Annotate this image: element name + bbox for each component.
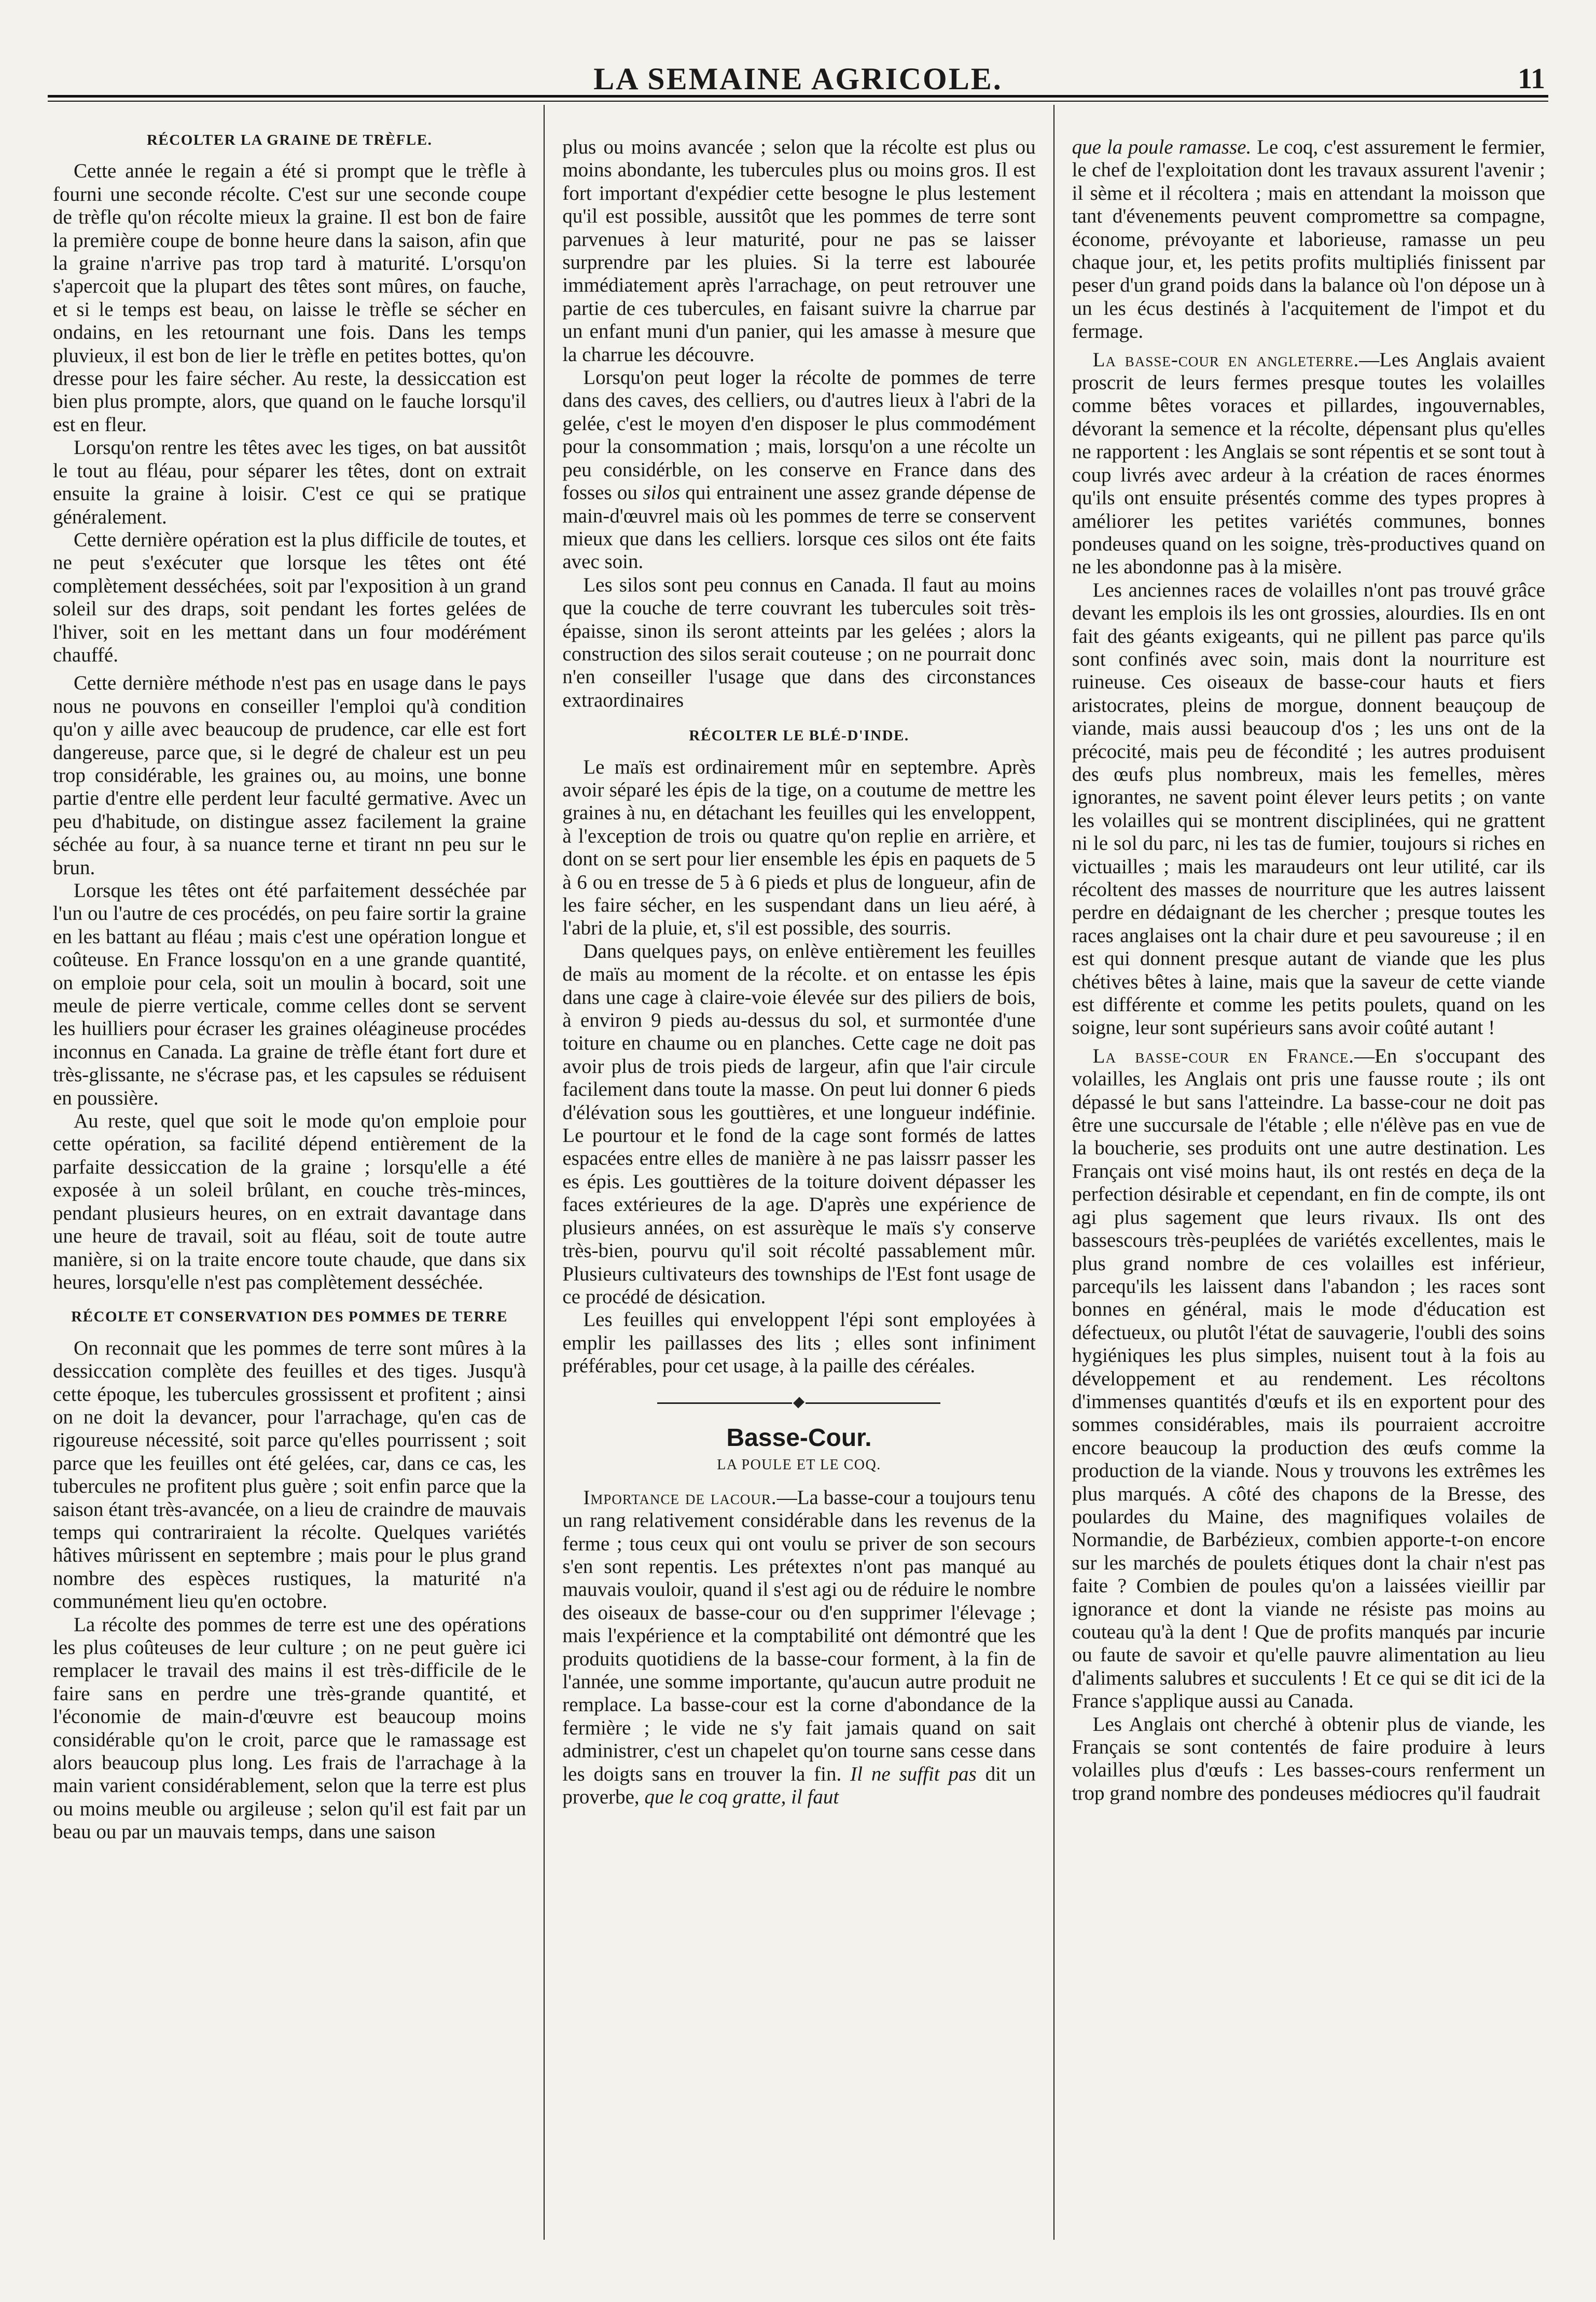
column-3 (1053, 105, 1548, 2240)
text-run: —En s'occupant des volailles, les Anglais ont pris une fausse route ; ils ont dépassé le but sans l'atteindre. La basse-cour ne doit pas être une succursale de l'étable ; elle n'élève pas en vue de la boucherie, ses produits ont une autre destination. Les Français ont visé moins haut, ils ont restés en deça de la perfection désirable et cependant, en fin de compte, ils ont agi plus sagement que leurs rivaux. Ils ont des bassescours très-peuplées de variétés excellentes, mais le plus grand nombre de ces volailles est inférieur, parcequ'ils les laissent dans l'abandon ; les races sont bonnes en général, mais le mode d'éducation est défectueux, ou plutôt l'état de sauvagerie, l'oubli des soins hygiéniques les plus simples, nuisent tout à la fois au développement et au rendement. Les récoltons d'immenses quantités d'œufs et ils en exportent pour des sommes considérables, mais ils pourraient accroitre encore beaucoup la production des œufs comme la production de la viande. Nous y trouvons les extrêmes les plus marqués. A côté des chapons de la Bresse, des poulardes du Maine, des magnifiques volailes de Normandie, de Barbézieux, combien apporte-t-on encore sur les marchés de poulets étiques dont la chair n'est pas faite ? Combien de poules qu'on a laissées vieillir par ignorance et dont la viande ne résiste pas moins au couteau qu'à la dent ! Que de profits manqués par incurie ou faute de savoir et qu'elle pauvre alimentation au lieu d'aliments salubres et succulents ! Et ce qui se dit ici de la France s'applique aussi au Canada. (1072, 1044, 1545, 1713)
text-run: —La basse-cour a toujours tenu un rang relativement considérable dans les revenus de la ferme ; tous ceux qui ont voulu se priver de son secours s'en sont repentis. Les prétextes n'ont pas manqué au mauvais vouloir, quand il s'est agi ou de réduire le nombre des oiseaux de basse-cour ou d'en supprimer l'élevage ; mais l'expérience et la comptabilité ont démontré que les produits quotidiens de la basse-cour forment, à la fin de l'année, une somme importante, qu'aucun autre produit ne remplace. La basse-cour est la corne d'abondance de la fermière ; le vide ne s'y fait jamais quand on sait administrer, c'est un chapelet qu'on tourne sans cesse dans les doigts sans en trouver la fin. (562, 1486, 1036, 1785)
italic-phrase: que le coq gratte, il faut (644, 1786, 839, 1809)
paragraph: Les anciennes races de volailles n'ont pas trouvé grâce devant les emplois ils les ont grossies, alourdies. Ils en ont fait des géants exigeants, qui ne pillent pas parce qu'ils sont confinés avec soin, mais dont la nourriture est ruineuse. Ces oiseaux de basse-cour hauts et fiers aristocrates, pleins de morgue, donnent beauçoup de viande, mais aussi beaucoup d'os ; les uns ont de la précocité, mais peu de fécondité ; les autres produisent des œufs plus nombreux, mais les femelles, mères ignorantes, ne savent point élever leurs petits ; on vante les volailles qui se montrent disciplinées, qui ne grattent ni le sol du parc, ni les tas de fumier, toujours si riches en victuailles ; mais les maraudeurs ont leur utilité, car ils récoltent des masses de nourriture que les autres laissent perdre en dédaignant de les chercher ; presque toutes les races anglaises ont la chair dure et peu savoureuse ; il en est qui donnent presque autant de viande que les plus chétives bêtes à laine, mais que la saveur de cette viande est différente et comme les petits poulets, quand on les soigne, leur sont supérieurs sans avoir coûté autant ! (1072, 578, 1545, 1039)
run-in-heading: La basse-cour en France. (1092, 1044, 1355, 1067)
paragraph: Au reste, quel que soit le mode qu'on emploie pour cette opération, sa facilité dépend entièrement de la parfaite dessiccation de la graine ; lorsqu'elle a été exposée à un soleil brûlant, en couche très-minces, pendant plusieurs heures, on en extrait davantage dans une heure de travail, soit au fléau, soit de toute autre manière, si on la traite encore toute chaude, que dans six heures, lorsqu'elle n'est pas complètement desséchée. (53, 1110, 526, 1293)
column-2 (544, 105, 1053, 2240)
journal-title: LA SEMAINE AGRICOLE. (593, 62, 1003, 96)
paragraph: Les silos sont peu connus en Canada. Il faut au moins que la couche de terre couvrant les tubercules soit très-épaisse, sinon ils seront atteints par les gelées ; alors la construction des silos serait couteuse ; on ne pourrait donc n'en conseiller l'usage que dans des circonstances extraordinaires (562, 573, 1036, 711)
page-header (48, 0, 1548, 96)
italic-term: silos (643, 481, 680, 504)
paragraph: Cette dernière opération est la plus difficile de toutes, et ne peut s'exécuter que lorsque les têtes ont été complètement desséchées, soit par l'exposition à un grand soleil sur des draps, soit pendant les fortes gelées de l'hiver, soit en les mettant dans un four modérément chauffé. (53, 528, 526, 666)
paragraph: Les Anglais ont cherché à obtenir plus de viande, les Français se sont contentés de faire produire à leurs volailles plus d'œufs : Les basses-cours renferment un trop grand nombre des pondeuses médiocres qu'il faudrait (1072, 1713, 1545, 1804)
run-in-heading: La basse-cour en angleterre. (1092, 348, 1359, 371)
text-run: Le coq, c'est assurement le fermier, le chef de l'exploitation dont les travaux assurent l'avenir ; il sème et il récoltera ; mais en attendant la moisson que tant d'évenements peuvent compromettre sa compagne, économe, prévoyante et laborieuse, ramasse un peu chaque jour, et, les petits profits multipliés finissent par peser d'un grand poids dans la balance où l'on dépose un à un les écus destinés à l'acquitement de l'impot et du fermage. (1072, 136, 1545, 343)
text-run: dit un proverbe, (562, 1762, 1036, 1809)
run-in-heading: Importance de lacour. (583, 1486, 777, 1509)
major-section-title: Basse-Cour. (726, 1424, 872, 1452)
paragraph: Lorsque les têtes ont été parfaitement desséchée par l'un ou l'autre de ces procédés, on peu faire sortir la graine en les battant au fléau ; mais c'est une opération longue et coûteuse. En France lossqu'on en a une grande quantité, on emploie pour cela, soit un moulin à bocard, soit une meule de pierre verticale, comme celles dont se servent les huilliers pour écraser les graines oléagineuse procédes inconnus en Canada. La graine de trèfle étant fort dure et très-glissante, ne s'écrase pas, et les capsules se réduisent en poussière. (53, 879, 526, 1109)
paragraph: On reconnait que les pommes de terre sont mûres à la dessiccation complète des feuilles et des tiges. Jusqu'à cette époque, les tubercules grossissent et profitent ; ainsi on ne doit la devancer, pour l'arrachage, qu'en cas de rigoureuse nécessité, soit parce qu'elles pourrissent ; soit parce que les feuilles ont été gelées, car, dans ce cas, les tubercules ne profitent plus guère ; soit enfin parce que la saison étant très-avancée, on a lieu de craindre de mauvais temps qui contrariraient la récolte. Quelques variétés hâtives mûrissent en septembre ; mais pour le plus grand nombre des espèces rustiques, la maturité n'a communément lieu qu'en octobre. (53, 1336, 526, 1613)
paragraph: Le maïs est ordinairement mûr en septembre. Après avoir séparé les épis de la tige, on a coutume de mettre les graines à nu, en détachant les feuilles qui les enveloppent, à l'exception de trois ou quatre qu'on replie en arrière, et dont on se sert pour lier ensemble les épis en paquets de 5 à 6 ou en tresse de 5 à 6 pieds et plus de longueur, afin de les faire sécher, en les suspendant dans un lieu aéré, à l'abri de la pluie, et, s'il est possible, des sourris. (562, 755, 1036, 940)
text-columns (48, 105, 1548, 2240)
paragraph: plus ou moins avancée ; selon que la récolte est plus ou moins abondante, les tubercules plus ou moins gros. Il est fort important d'expédier cette besogne le plus lestement qu'il est possible, aussitôt que les pommes de terre sont parvenues à leur maturité, pour ne pas se laisser surprendre par les pluies. Si la terre est labourée immédiatement après l'arrachage, on peut retrouver une partie de ces tubercules, en faisant suivre la charrue par un enfant muni d'un panier, qui les amasse à mesure que la charrue les découvre. (562, 136, 1036, 366)
section-heading: RÉCOLTER LE BLÉ-D'INDE. (689, 727, 909, 745)
page-number: 11 (1518, 63, 1545, 95)
paragraph (1072, 136, 1545, 343)
section-heading: RÉCOLTER LA GRAINE DE TRÈFLE. (146, 132, 433, 148)
paragraph: La récolte des pommes de terre est une des opérations les plus coûteuses de leur culture ; on ne peut guère ici remplacer le travail des mains il est très-difficile de le faire sans en perdre une très-grande quantité, et l'économie de main-d'œuvre est beaucoup moins considérable qu'on le croit, parce que le ramassage est alors beaucoup plus long. Les frais de l'arrachage à la main varient considérablement, selon que la terre est plus ou moins meuble ou argileuse ; selon qu'il est fait par un beau ou par un mauvais temps, dans une saison (53, 1613, 526, 1843)
subheading: LA POULE ET LE COQ. (717, 1457, 881, 1473)
paragraph (1072, 1045, 1545, 1713)
paragraph (562, 366, 1035, 574)
text-run: qui entrainent une assez grande dépense de main-d'œuvrel mais où les pommes de terre se conservent mieux que dans les celliers. lorsque ces silos ont éte faits avec soin. (562, 481, 1036, 573)
section-heading: RÉCOLTE ET CONSERVATION DES POMMES DE TERRE (71, 1308, 508, 1326)
paragraph: Les feuilles qui enveloppent l'épi sont employées à emplir les paillasses des lits ; elles sont infiniment préférables, pour cet usage, à la paille des céréales. (562, 1308, 1036, 1377)
header-rule-thick (48, 95, 1548, 98)
paragraph: Cette année le regain a été si prompt que le trèfle à fourni une seconde récolte. C'est sur une seconde coupe de trèfle qu'on récolte mieux la graine. Il est bon de faire la première coupe de bonne heure dans la saison, afin que la graine n'arrive pas trop tard à maturité. L'orsqu'on s'apercoit que la plupart des têtes sont mûres, on fauche, et si le temps est beau, on laisse le trèfle se sécher en ondains, en les retournant une fois. Dans les temps pluvieux, il est bon de lier le trèfle en petites bottes, qu'on dresse pour les faire sécher. Au reste, la dessiccation est bien plus prompte, alors, que quand on le fauche lorsqu'il est en fleur. (53, 160, 526, 436)
text-run: Lorsqu'on peut loger la récolte de pommes de terre dans des caves, des celliers, ou d'autres lieux à l'abri de la gelée, c'est le moyen d'en disposer le plus commodément pour la consommation ; mais, lorsqu'on a une récolte un peu considérble, on les conserve en France dans des fosses ou (562, 366, 1036, 504)
paragraph: Cette dernière méthode n'est pas en usage dans le pays nous ne pouvons en conseiller l'emploi qu'à condition qu'on y aille avec beaucoup de prudence, car elle est fort dangereuse, parce que, si le degré de chaleur est un peu trop considérable, les graines ou, au moins, une bonne partie d'entre elle perdent leur faculté germative. Avec un peu d'habitude, on distingue assez facilement la graine séchée au four, à sa nuance terne et tirant nn peu sur le brun. (53, 672, 526, 879)
column-1 (48, 105, 544, 2240)
paragraph (1072, 349, 1545, 579)
italic-phrase: Il ne suffit pas (850, 1762, 977, 1785)
section-separator (562, 1391, 1035, 1414)
text-run: —Les Anglais avaient proscrit de leurs fermes presque toutes les volailles comme bêtes voraces et pillardes, ingouvernables, dévorant la semence et la récolte, dépensant plus qu'elles ne rapportent : les Anglais se sont répentis et se sont tout à coup livrés avec ardeur à la création de races énormes qu'ils ont ensuite présentés comme des types propres à améliorer les petites variétés communes, bonnes pondeuses quand on les soigne, très-productives quand on ne les abondonne pas à la misère. (1072, 348, 1545, 578)
italic-phrase: que la poule ramasse. (1072, 136, 1252, 158)
paragraph: Lorsqu'on rentre les têtes avec les tiges, on bat aussitôt le tout au fléau, pour séparer les têtes, dont on extrait ensuite la graine à loisir. C'est ce qui se pratique généralement. (53, 436, 526, 528)
header-rule-thin (48, 101, 1548, 102)
paragraph (562, 1486, 1035, 1809)
paragraph: Dans quelques pays, on enlève entièrement les feuilles de maïs au moment de la récolte. et on entasse les épis dans une cage à claire-voie élevée sur des piliers de bois, à environ 9 pieds au-dessus du sol, et surmontée d'une toiture en chaume ou en planches. Cette cage ne doit pas avoir plus de trois pieds de largeur, afin que l'air circule facilement dans toute la masse. On peut lui donner 6 pieds d'élévation sous les gouttières, et une longueur indéfinie. Le pourtour et le fond de la cage sont formés de lattes espacées entre elles de manière à ne pas laissrr passer les es épis. Les gouttières de la toiture doivent dépasser les faces extérieures de la age. D'après une expérience de plusieurs années, on est assurèque le maïs s'y conserve très-bien, pourvu qu'il soit récolté passablement mûr. Plusieurs cultivateurs des townships de l'Est font usage de ce procédé de désication. (562, 940, 1036, 1308)
